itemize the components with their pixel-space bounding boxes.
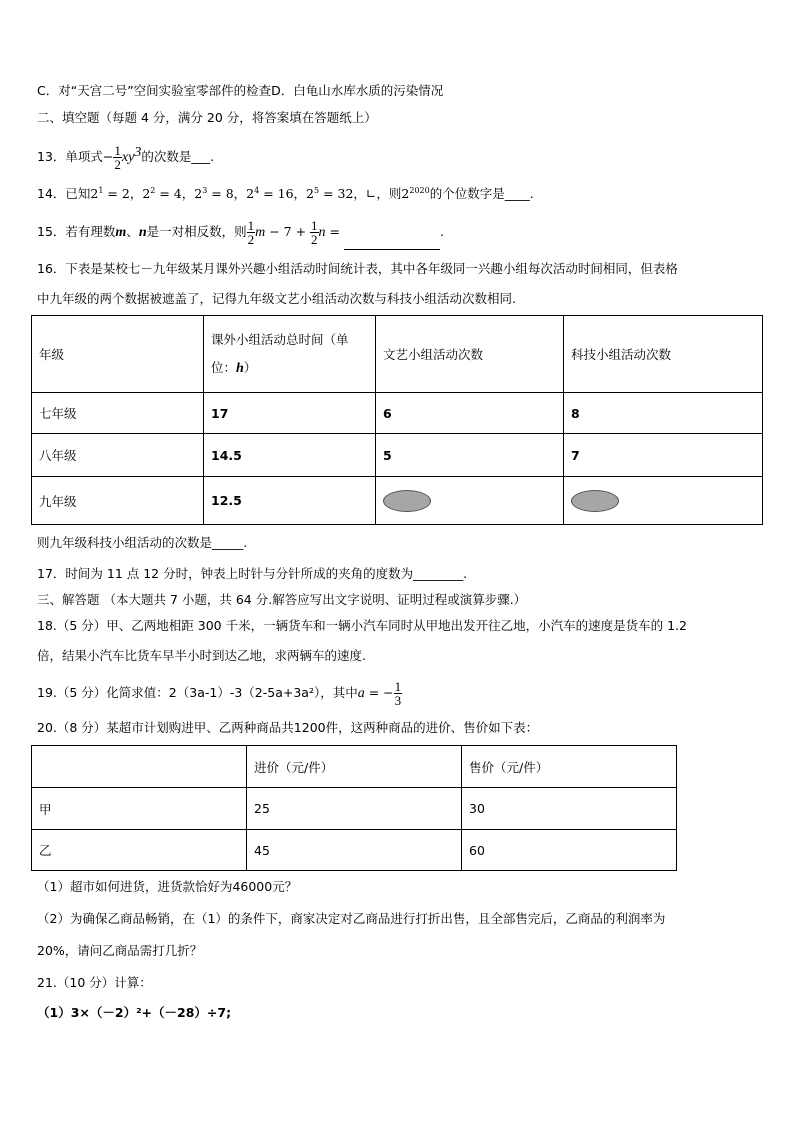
covered-oval xyxy=(383,490,431,512)
cell-time: 17 xyxy=(204,393,376,434)
cell-science: 8 xyxy=(564,393,763,434)
cell-grade: 八年级 xyxy=(32,434,204,477)
q15-answer-blank xyxy=(344,225,440,250)
q14-b4: 2 xyxy=(246,186,255,202)
header-science: 科技小组活动次数 xyxy=(564,316,763,393)
q15-f2-den: 2 xyxy=(311,232,318,247)
table-row xyxy=(32,434,763,477)
header-cost: 进价（元/件） xyxy=(247,746,462,788)
table-header-row xyxy=(32,746,677,788)
q15-eq: = xyxy=(325,224,344,239)
cell-grade: 九年级 xyxy=(32,477,204,525)
q14-b3: 2 xyxy=(194,186,203,202)
section-3-title: 三、解答题 （本大题共 7 小题，共 64 分.解答应写出文字说明、证明过程或演算步骤.） xyxy=(37,592,527,607)
q14-r2: = 4， xyxy=(155,186,195,202)
q15-prefix: 15．若有理数 xyxy=(37,224,116,239)
cell-arts: 6 xyxy=(376,393,564,434)
q13-frac-den: 2 xyxy=(114,157,121,173)
q15-frac2 xyxy=(310,219,319,246)
q14-b1: 2 xyxy=(90,186,99,202)
q14-prefix: 14．已知 xyxy=(37,186,91,202)
question-20-sub-2-line-1: （2）为确保乙商品畅销，在（1）的条件下，商家决定对乙商品进行打折出售，且全部售完后，乙商品的利润率为 xyxy=(37,911,666,926)
question-20-sub-1: （1）超市如何进货，进货款恰好为46000元？ xyxy=(37,879,298,894)
q14-e3: 3 xyxy=(202,186,208,195)
question-13 xyxy=(37,136,215,173)
question-16-line-2: 中九年级的两个数据被遮盖了，记得九年级文艺小组活动次数与科技小组活动次数相同. xyxy=(37,291,516,306)
question-18-line-2: 倍，结果小汽车比货车早半小时到达乙地，求两辆车的速度. xyxy=(37,648,366,663)
covered-oval xyxy=(571,490,619,512)
question-21-sub-1: （1）3×（－2）²+（－28）÷7; xyxy=(37,1005,232,1020)
cell-science: 7 xyxy=(564,434,763,477)
cell-time: 14.5 xyxy=(204,434,376,477)
question-16-after: 则九年级科技小组活动的次数是_____. xyxy=(37,535,248,550)
table-row xyxy=(32,830,677,871)
q14-b5: 2 xyxy=(306,186,314,202)
cell-arts: 5 xyxy=(376,434,564,477)
table-row xyxy=(32,477,763,525)
q14-e4: 4 xyxy=(254,186,260,195)
cell-cost: 25 xyxy=(247,788,462,830)
header-time-line2: 位： xyxy=(211,359,237,375)
q14-r4: = 16， xyxy=(259,186,307,202)
header-empty xyxy=(32,746,247,788)
question-19 xyxy=(37,675,402,711)
q13-suffix: 的次数是___. xyxy=(141,149,215,165)
header-grade: 年级 xyxy=(32,316,204,393)
q14-base: 2 xyxy=(401,186,410,202)
header-sale: 售价（元/件） xyxy=(462,746,677,788)
question-18-line-1: 18.（5 分）甲、乙两地相距 300 千米，一辆货车和一辆小汽车同时从甲地出发开往乙地，小汽车的速度是货车的 1.2 xyxy=(37,618,687,633)
q14-e1: 1 xyxy=(98,186,104,195)
q14-r5: = 32，∟，则 xyxy=(319,186,402,202)
cell-item: 甲 xyxy=(32,788,247,830)
q19-var: a xyxy=(357,686,365,701)
question-14 xyxy=(37,183,534,202)
cell-item: 乙 xyxy=(32,830,247,871)
header-time-unit: h xyxy=(236,360,244,376)
section-2-title: 二、填空题（每题 4 分，满分 20 分，将答案填在答题纸上） xyxy=(37,110,377,125)
question-21-title: 21.（10 分）计算： xyxy=(37,975,152,990)
cell-sale: 60 xyxy=(462,830,677,871)
q15-f1-den: 2 xyxy=(247,232,255,247)
q19-den: 3 xyxy=(394,693,402,708)
q19-fraction xyxy=(394,680,403,707)
q15-mid: 是一对相反数，则 xyxy=(146,224,247,239)
q13-variable: xy xyxy=(121,150,135,166)
q15-n2: n xyxy=(318,225,326,240)
question-16-line-1: 16．下表是某校七－九年级某月课外兴趣小组活动时间统计表，其中各年级同一兴趣小组每次活动时间相同，但表格 xyxy=(37,261,678,276)
q15-minus7: − 7 + xyxy=(265,224,311,239)
q15-f1-num: 1 xyxy=(247,218,255,233)
question-15 xyxy=(37,215,444,249)
header-time-line1: 课外小组活动总时间（单 xyxy=(211,331,349,347)
q14-e5: 5 xyxy=(314,186,320,195)
cell-time: 12.5 xyxy=(204,477,376,525)
table-row xyxy=(32,393,763,434)
q14-e2: 2 xyxy=(150,186,156,195)
q15-sep: 、 xyxy=(126,224,139,239)
q15-n: n xyxy=(138,225,147,240)
q14-exp: 2020 xyxy=(409,186,430,195)
activity-time-table xyxy=(31,315,763,525)
q15-m: m xyxy=(115,225,127,240)
cell-sale: 30 xyxy=(462,788,677,830)
question-12-option-c: C．对“天宫二号”空间实验室零部件的检查D．白龟山水库水质的污染情况 xyxy=(37,83,444,98)
q14-r3: = 8， xyxy=(207,186,247,202)
header-time-close: ） xyxy=(243,359,257,375)
q19-num: 1 xyxy=(394,679,402,694)
q14-b2: 2 xyxy=(142,186,151,202)
q13-prefix: 13．单项式 xyxy=(37,149,103,165)
question-20-sub-2-line-2: 20%，请问乙商品需打几折？ xyxy=(37,943,203,958)
q15-m2: m xyxy=(255,225,266,240)
q13-minus: − xyxy=(102,149,114,165)
cell-cost: 45 xyxy=(247,830,462,871)
q19-eq: = − xyxy=(364,685,394,700)
q14-suffix: 的个位数字是____. xyxy=(429,186,534,202)
q13-fraction xyxy=(113,144,122,171)
question-20: 20.（8 分）某超市计划购进甲、乙两种商品共1200件，这两种商品的进价、售价如下表： xyxy=(37,720,539,735)
table-header-row xyxy=(32,316,763,393)
q13-exponent: 3 xyxy=(134,145,142,160)
question-17: 17．时间为 11 点 12 分时，钟表上时针与分针所成的夹角的度数为________. xyxy=(37,566,468,581)
cell-science-covered xyxy=(564,477,763,525)
header-arts: 文艺小组活动次数 xyxy=(376,316,564,393)
q19-text: 19.（5 分）化简求值：2（3a-1）-3（2-5a+3a²），其中 xyxy=(37,685,358,700)
q15-frac1 xyxy=(247,219,256,246)
price-table xyxy=(31,745,677,871)
q14-r1: = 2， xyxy=(103,186,143,202)
q13-frac-num: 1 xyxy=(114,143,121,159)
q15-end: . xyxy=(439,224,444,239)
cell-grade: 七年级 xyxy=(32,393,204,434)
table-row xyxy=(32,788,677,830)
cell-arts-covered xyxy=(376,477,564,525)
header-total-time xyxy=(204,316,376,393)
q15-f2-num: 1 xyxy=(311,218,318,233)
